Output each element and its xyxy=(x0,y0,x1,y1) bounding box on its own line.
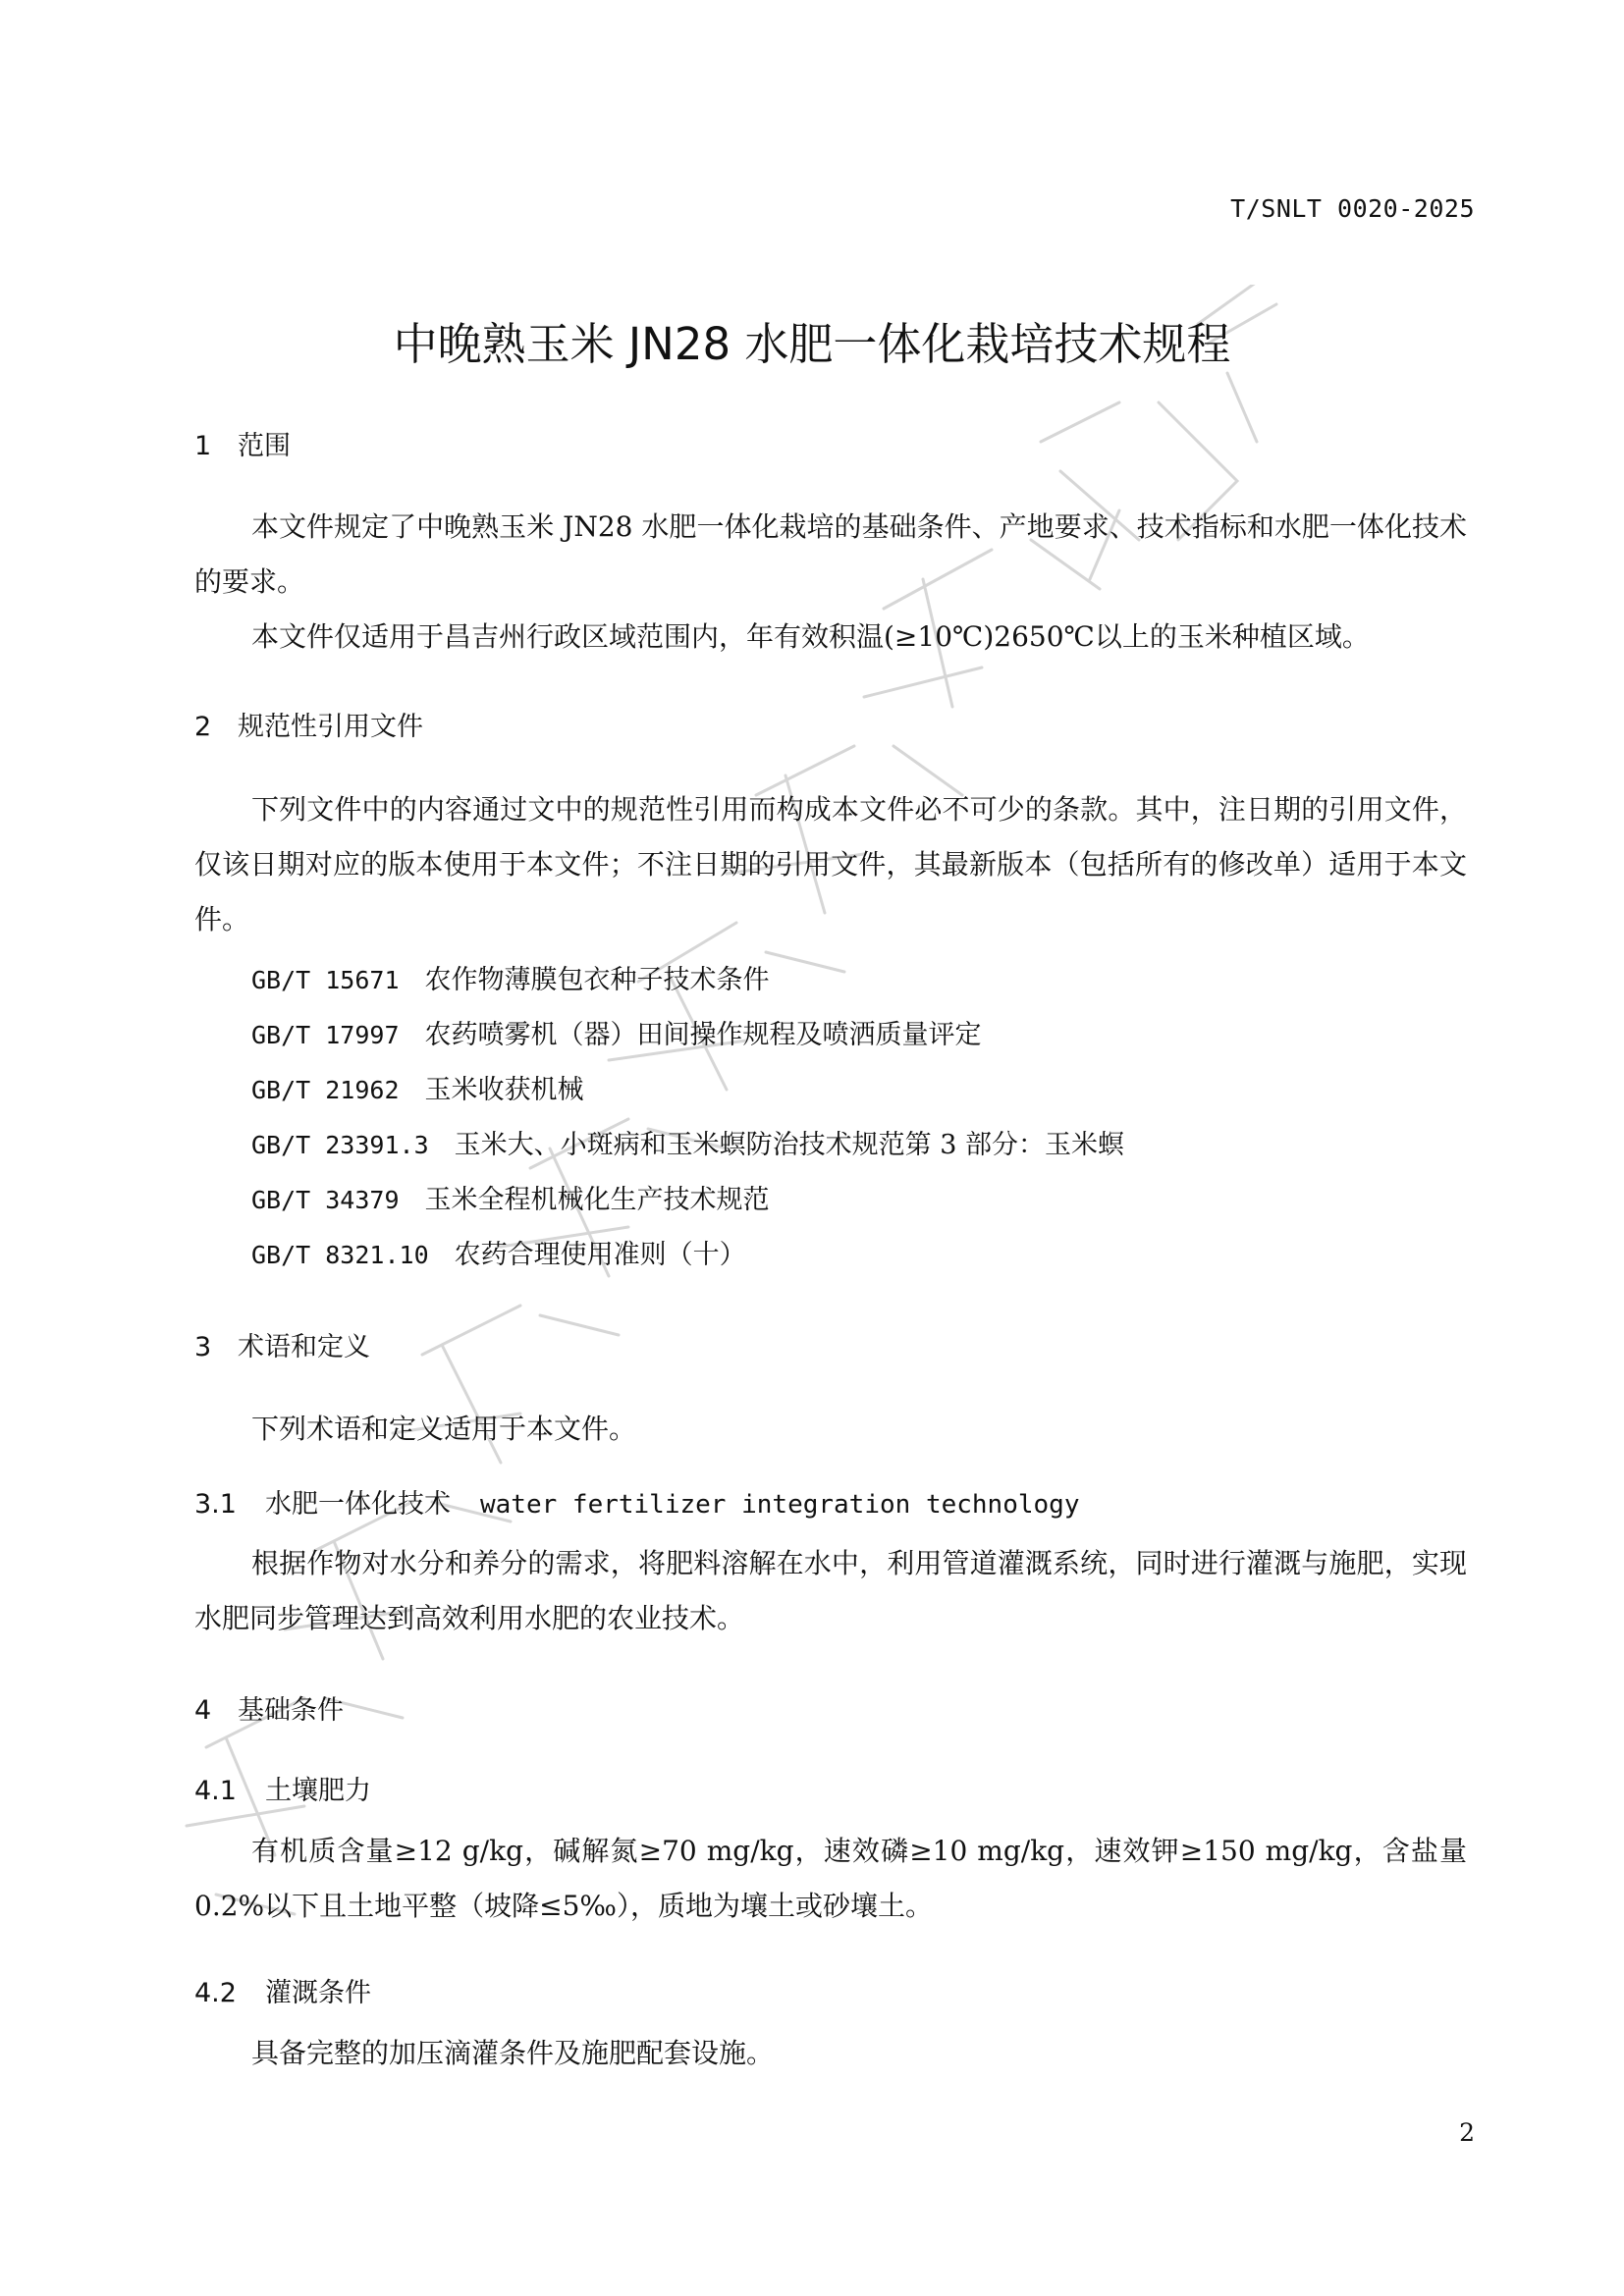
section-2-paragraph-1: 下列文件中的内容通过文中的规范性引用而构成本文件必不可少的条款。其中，注日期的引用文件，仅该日期对应的版本使用于本文件；不注日期的引用文件，其最新版本（包括所有的修改单）适用于本文件。 xyxy=(194,793,1467,935)
section-2-heading xyxy=(194,705,423,743)
page-number: 2 xyxy=(1459,2118,1475,2147)
reference-item xyxy=(251,1068,584,1106)
reference-item xyxy=(251,1233,746,1271)
section-1-paragraph-2: 本文件仅适用于昌吉州行政区域范围内，年有效积温(≥10℃)2650℃以上的玉米种植区域。 xyxy=(251,620,1370,653)
subsection-4-1-paragraph: 有机质含量≥12 g/kg，碱解氮≥70 mg/kg，速效磷≥10 mg/kg，速效钾≥150 mg/kg，含盐量 0.2%以下且土地平整（坡降≤5‰），质地为壤土或砂壤土。 xyxy=(194,1835,1467,1922)
reference-code: GB/T 15671 xyxy=(251,966,400,994)
reference-code: GB/T 23391.3 xyxy=(251,1131,429,1159)
subsection-4-1-heading xyxy=(194,1769,371,1807)
reference-item xyxy=(251,958,770,996)
subsection-4-2-heading xyxy=(194,1971,371,2009)
subsection-title: 灌溉条件 xyxy=(265,1978,371,2008)
reference-name: 玉米收获机械 xyxy=(424,1075,584,1105)
section-number: 3 xyxy=(194,1332,212,1362)
reference-name: 玉米大、小斑病和玉米螟防治技术规范第 3 部分：玉米螟 xyxy=(454,1130,1124,1160)
section-number: 4 xyxy=(194,1695,212,1726)
section-title: 规范性引用文件 xyxy=(238,712,423,742)
document-title: 中晚熟玉米 JN28 水肥一体化栽培技术规程 xyxy=(393,318,1231,370)
section-4-heading xyxy=(194,1688,344,1727)
subsection-3-1-paragraph: 根据作物对水分和养分的需求，将肥料溶解在水中，利用管道灌溉系统，同时进行灌溉与施肥，实现水肥同步管理达到高效利用水肥的农业技术。 xyxy=(194,1547,1467,1634)
section-number: 1 xyxy=(194,431,212,461)
section-title: 范围 xyxy=(238,431,291,461)
subsection-number: 4.1 xyxy=(194,1776,237,1806)
reference-item xyxy=(251,1123,1124,1161)
section-3-heading xyxy=(194,1325,370,1363)
reference-code: GB/T 34379 xyxy=(251,1186,400,1214)
section-1-paragraph-1: 本文件规定了中晚熟玉米 JN28 水肥一体化栽培的基础条件、产地要求、技术指标和水肥一体化技术的要求。 xyxy=(194,510,1467,598)
reference-name: 玉米全程机械化生产技术规范 xyxy=(424,1185,770,1215)
reference-code: GB/T 21962 xyxy=(251,1076,400,1104)
section-3-paragraph-1: 下列术语和定义适用于本文件。 xyxy=(251,1413,637,1445)
reference-name: 农药喷雾机（器）田间操作规程及喷洒质量评定 xyxy=(424,1020,982,1050)
subsection-title: 水肥一体化技术 xyxy=(265,1489,451,1520)
subsection-number: 4.2 xyxy=(194,1978,237,2008)
reference-name: 农作物薄膜包衣种子技术条件 xyxy=(424,965,770,995)
section-title: 术语和定义 xyxy=(238,1332,370,1362)
document-code: T/SNLT 0020-2025 xyxy=(1230,194,1475,223)
subsection-number: 3.1 xyxy=(194,1489,237,1520)
section-1-heading xyxy=(194,424,291,462)
subsection-title: 土壤肥力 xyxy=(265,1776,371,1806)
subsection-3-1-heading xyxy=(194,1482,1079,1521)
reference-item xyxy=(251,1013,982,1051)
reference-item xyxy=(251,1178,770,1216)
reference-code: GB/T 8321.10 xyxy=(251,1241,429,1269)
subsection-title-english: water fertilizer integration technology xyxy=(480,1490,1080,1520)
reference-name: 农药合理使用准则（十） xyxy=(454,1240,746,1270)
section-number: 2 xyxy=(194,712,212,742)
reference-code: GB/T 17997 xyxy=(251,1021,400,1049)
section-title: 基础条件 xyxy=(238,1695,344,1726)
subsection-4-2-paragraph: 具备完整的加压滴灌条件及施肥配套设施。 xyxy=(251,2037,775,2069)
